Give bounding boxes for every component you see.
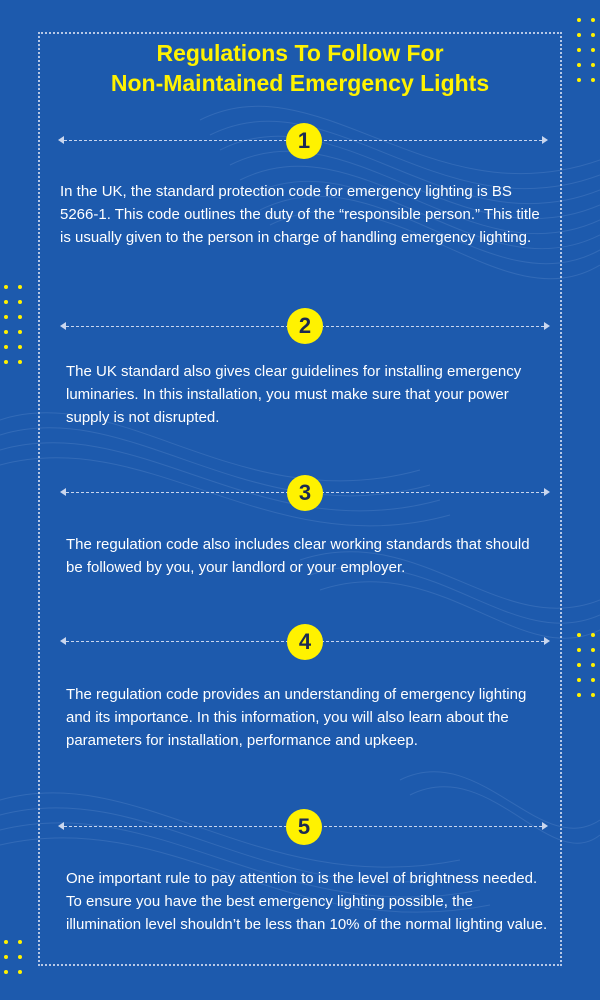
decorative-dots-top-right bbox=[577, 18, 596, 82]
section-4-text: The regulation code provides an understanding of emergency lighting and its importance. In this information, you will also learn about the parameters for installation, performance and upkeep. bbox=[66, 686, 527, 749]
section-4-number-badge: 4 bbox=[287, 624, 323, 660]
section-5-number-badge: 5 bbox=[286, 809, 322, 845]
section-1-number-badge: 1 bbox=[286, 123, 322, 159]
decorative-dots-bottom-left bbox=[4, 940, 23, 974]
decorative-dots-left bbox=[4, 285, 23, 364]
section-2-text: The UK standard also gives clear guidelines for installing emergency luminaries. In this installation, you must make sure that your power supply is not disrupted. bbox=[66, 363, 522, 426]
title-line-1: Regulations To Follow For bbox=[156, 40, 444, 66]
section-1-text: In the UK, the standard protection code for emergency lighting is BS 5266-1. This code outlines the duty of the “responsible person.” This title is usually given to the person in charge of handling emergency lighting. bbox=[60, 183, 540, 246]
decorative-dots-right bbox=[577, 633, 596, 697]
title-line-2: Non-Maintained Emergency Lights bbox=[110, 70, 490, 96]
section-3-number-badge: 3 bbox=[287, 475, 323, 511]
section-2-number-badge: 2 bbox=[287, 308, 323, 344]
section-5-text: One important rule to pay attention to is the level of brightness needed. To ensure you have the best emergency lighting possible, the illumination level shouldn’t be less than 10% of the normal lighting value. bbox=[66, 870, 548, 933]
page-title bbox=[40, 38, 560, 98]
section-3-text: The regulation code also includes clear working standards that should be followed by you, your landlord or your employer. bbox=[66, 536, 530, 576]
